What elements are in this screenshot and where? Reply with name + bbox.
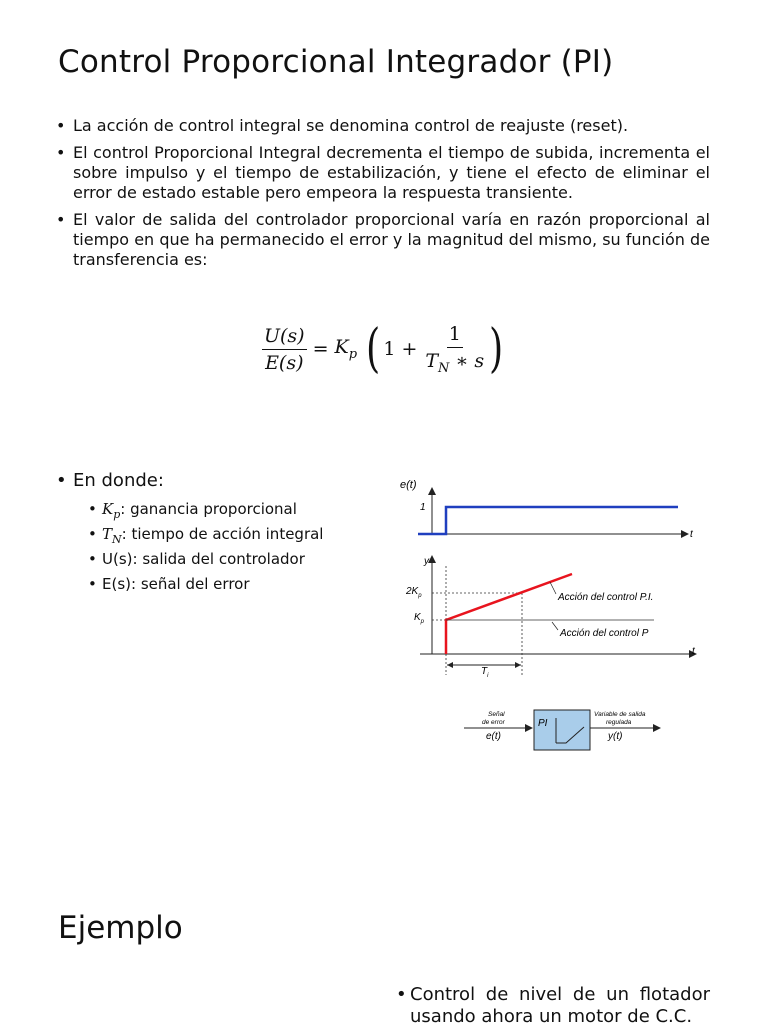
intro-bullet-list [56,116,710,277]
one-term: 1 [383,337,396,360]
example-list [396,984,710,1028]
definition-kp: • $K_p$: ganancia proporcional [88,498,323,523]
rhs-numerator: 1 [447,323,463,348]
paren-content [383,323,486,376]
input-signal: e(t) [486,731,501,742]
definition-us: • U(s): salida del controlador [88,548,323,573]
lhs-denominator: E(s) [265,351,304,374]
right-paren: ) [489,319,504,379]
bullet-item: • El control Proporcional Integral decrementa el tiempo de subida, incrementa el sobre impulso y el tiempo de estabilización, y tiene el efecto de eliminar el error de estado estable pero empeora la respuesta transiente. [56,143,710,203]
error-step-line [418,507,678,534]
pi-action-label: Acción del control P.I. [558,592,654,603]
bullet-item: • La acción de control integral se denomina control de reajuste (reset). [56,116,710,136]
tick-2kp: $2K_p$ [406,586,422,599]
bottom-x-label: t [692,646,695,657]
transfer-function-formula [262,316,506,382]
pi-block [534,710,590,750]
page-title: Control Proporcional Integrador (PI) [58,44,614,80]
top-level-label: 1 [420,502,426,513]
definition-es: • E(s): señal del error [88,573,323,598]
example-item: • Control de nivel de un flotador usando ahora un motor de C.C. [396,984,710,1028]
top-y-label: e(t) [400,479,417,491]
pi-response-figure [390,470,710,692]
tick-kp: $K_p$ [414,612,425,625]
pi-block-label: PI [538,718,548,729]
ti-label: $T_i$ [481,666,489,679]
gain-symbol: $K_p$ [334,336,358,362]
lhs-numerator: U(s) [262,325,307,350]
output-label-top: Variable de salida [594,711,646,718]
output-label-mid: regulada [606,719,632,726]
rhs-fraction [423,323,486,376]
top-x-label: t [690,529,693,540]
definitions-list [88,498,323,598]
plus-sign: + [401,337,418,360]
pi-response-line [446,574,572,654]
bottom-y-label: y [424,556,429,567]
pi-leader [550,582,556,594]
pi-block-diagram [460,706,666,760]
input-label-mid: de error [482,719,505,726]
where-list [56,470,164,491]
left-paren: ( [366,319,381,379]
p-leader [552,622,558,630]
output-signal: y(t) [608,731,623,742]
example-title: Ejemplo [58,910,183,946]
definition-tn: • $T_N$: tiempo de acción integral [88,523,323,548]
p-action-label: Acción del control P [560,628,649,639]
where-heading: • En donde: [56,470,164,491]
lhs-fraction [262,325,307,374]
rhs-denominator: $T_N$ ∗ s [425,349,485,376]
equals-sign: = [312,338,329,360]
input-label-top: Señal [488,711,505,718]
bullet-item: • El valor de salida del controlador proporcional varía en razón proporcional al tiempo en que ha permanecido el error y la magnitud del mismo, su función de transferencia es: [56,210,710,270]
